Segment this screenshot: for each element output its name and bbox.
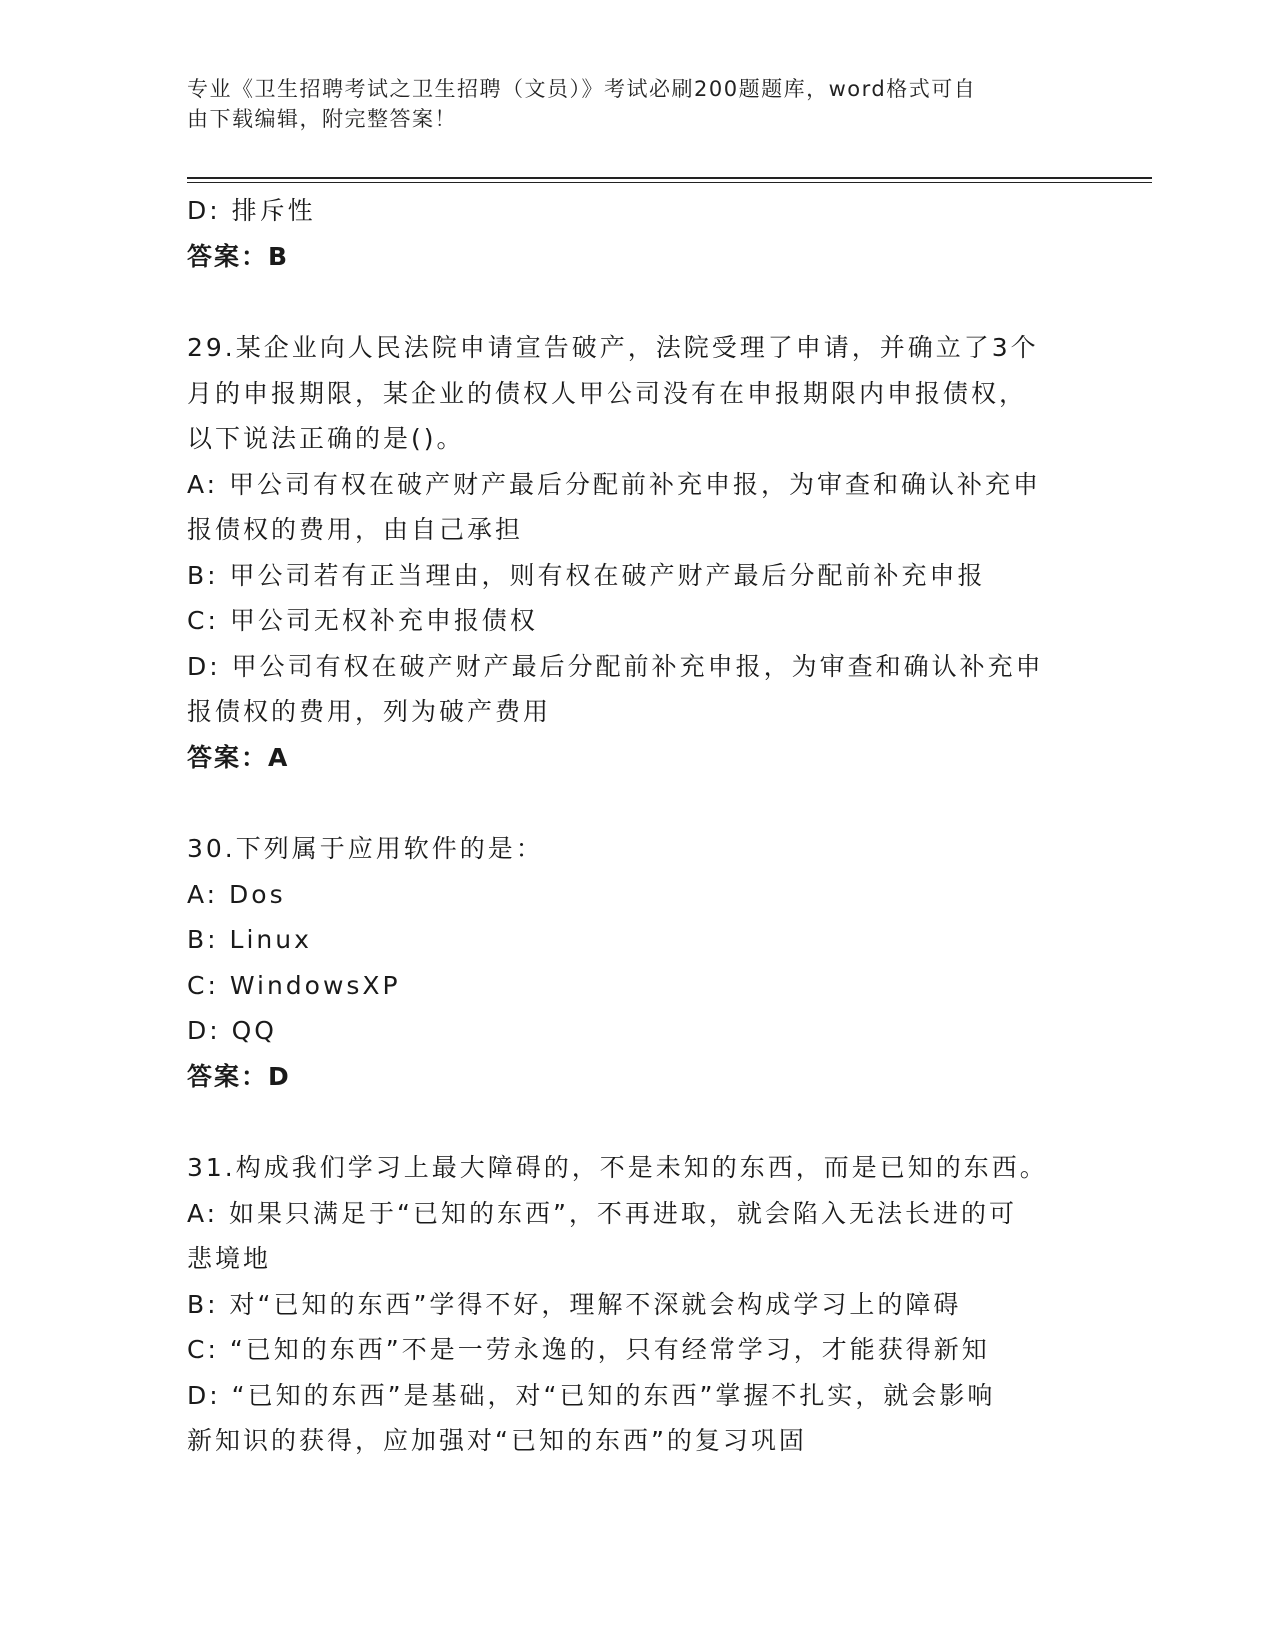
question-28-tail — [187, 188, 1087, 279]
option-a: A: 甲公司有权在破产财产最后分配前补充申报，为审查和确认补充申 — [187, 469, 1042, 499]
header-line-2: 由下载编辑，附完整答案！ — [187, 107, 457, 131]
spacer — [187, 1099, 1087, 1145]
option-c: C: 甲公司无权补充申报债权 — [187, 606, 538, 635]
header-rule-thin — [187, 182, 1152, 183]
header-rule-thick — [187, 177, 1152, 179]
option-d: D: QQ — [187, 1016, 277, 1045]
option-a: A: 如果只满足于“已知的东西”，不再进取，就会陷入无法长进的可 — [187, 1198, 1017, 1228]
option-b: B: 甲公司若有正当理由，则有权在破产财产最后分配前补充申报 — [187, 560, 986, 590]
question-30 — [187, 826, 1087, 1099]
option-d-cont: 报债权的费用，列为破产费用 — [187, 697, 552, 726]
option-a-cont: 悲境地 — [187, 1244, 272, 1273]
page-header — [187, 74, 1067, 134]
option-b: B: 对“已知的东西”学得不好，理解不深就会构成学习上的障碍 — [187, 1289, 962, 1319]
option-d: D: 排斥性 — [187, 196, 316, 225]
answer: 答案：A — [187, 742, 290, 772]
question-list — [187, 188, 1087, 1464]
answer: 答案：D — [187, 1061, 291, 1091]
option-a-cont: 报债权的费用，由自己承担 — [187, 515, 524, 544]
option-c: C: “已知的东西”不是一劳永逸的，只有经常学习，才能获得新知 — [187, 1335, 990, 1364]
question-stem: 以下说法正确的是()。 — [187, 424, 465, 453]
option-d: D: 甲公司有权在破产财产最后分配前补充申报，为审查和确认补充申 — [187, 651, 1044, 681]
question-31 — [187, 1145, 1087, 1464]
header-line-1: 专业《卫生招聘考试之卫生招聘（文员）》考试必刷200题题库，word格式可自 — [187, 77, 977, 101]
question-stem: 31.构成我们学习上最大障碍的，不是未知的东西，而是已知的东西。 — [187, 1153, 1048, 1182]
option-d: D: “已知的东西”是基础，对“已知的东西”掌握不扎实，就会影响 — [187, 1380, 996, 1410]
spacer — [187, 780, 1087, 826]
question-stem: 29.某企业向人民法院申请宣告破产，法院受理了申请，并确立了3个 — [187, 333, 1039, 362]
question-stem: 月的申报期限，某企业的债权人甲公司没有在申报期限内申报债权， — [187, 378, 1028, 408]
question-29 — [187, 325, 1087, 780]
answer: 答案：B — [187, 241, 290, 271]
question-stem: 30.下列属于应用软件的是： — [187, 834, 544, 863]
spacer — [187, 279, 1087, 325]
option-a: A: Dos — [187, 879, 286, 909]
option-c: C: WindowsXP — [187, 970, 401, 1000]
option-b: B: Linux — [187, 925, 312, 954]
option-d-cont: 新知识的获得，应加强对“已知的东西”的复习巩固 — [187, 1426, 807, 1455]
